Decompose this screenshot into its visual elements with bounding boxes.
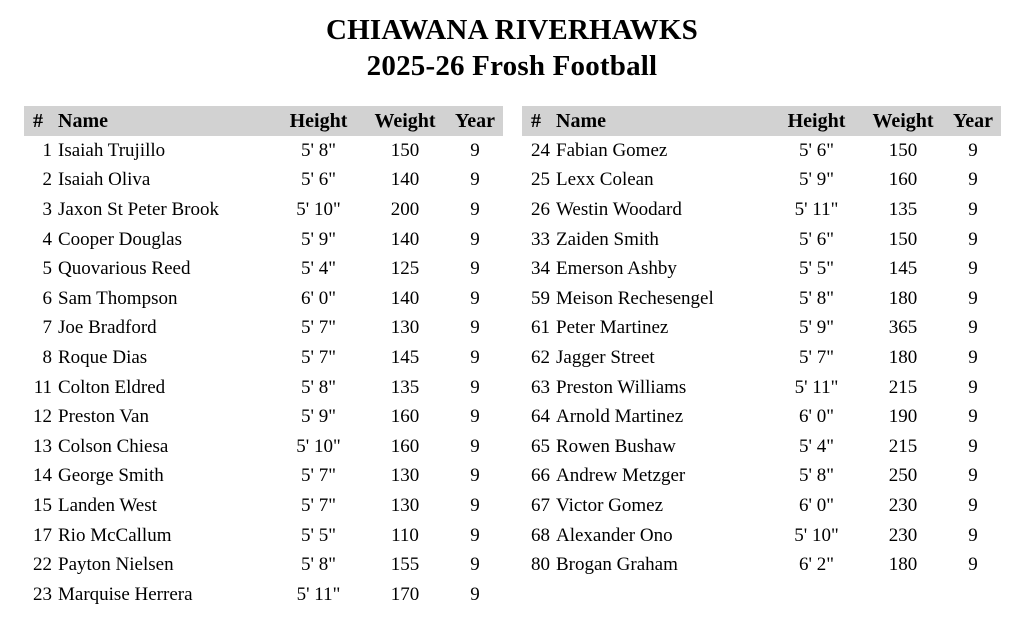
player-height: 5' 5" xyxy=(301,524,336,546)
player-name: Victor Gomez xyxy=(556,494,664,516)
player-height: 5' 5" xyxy=(799,258,834,280)
player-number: 8 xyxy=(42,346,52,368)
column-header-name: Name xyxy=(58,109,108,132)
player-height: 5' 11" xyxy=(794,198,839,220)
table-row xyxy=(24,462,503,492)
player-name: Meison Rechesengel xyxy=(556,287,714,309)
player-height: 5' 7" xyxy=(301,346,336,368)
player-year: 9 xyxy=(968,435,978,457)
player-weight: 110 xyxy=(391,524,419,546)
player-year: 9 xyxy=(968,376,978,398)
player-year: 9 xyxy=(470,554,480,576)
player-height: 5' 10" xyxy=(296,198,341,220)
table-row xyxy=(24,195,503,225)
player-name: Fabian Gomez xyxy=(556,139,668,161)
player-year: 9 xyxy=(470,583,480,605)
roster-table-right xyxy=(522,106,1001,580)
column-header-year: Year xyxy=(953,109,993,132)
player-weight: 230 xyxy=(888,494,918,516)
player-year: 9 xyxy=(470,198,480,220)
player-number: 6 xyxy=(42,287,52,309)
table-row xyxy=(522,521,1001,551)
player-weight: 135 xyxy=(390,376,420,398)
player-height: 5' 4" xyxy=(799,435,834,457)
table-row xyxy=(522,491,1001,521)
player-weight: 365 xyxy=(888,317,918,339)
player-weight: 250 xyxy=(888,465,918,487)
column-header-weight: Weight xyxy=(872,109,934,132)
player-weight: 170 xyxy=(390,583,420,605)
player-name: Quovarious Reed xyxy=(58,258,191,280)
player-height: 5' 9" xyxy=(799,169,834,191)
player-year: 9 xyxy=(968,406,978,428)
table-row xyxy=(522,432,1001,462)
player-name: Andrew Metzger xyxy=(556,465,686,487)
player-name: Rio McCallum xyxy=(58,524,172,546)
player-weight: 140 xyxy=(390,228,420,250)
player-weight: 150 xyxy=(888,139,918,161)
roster-table-left xyxy=(24,106,503,610)
player-weight: 160 xyxy=(888,169,918,191)
player-height: 5' 4" xyxy=(301,258,336,280)
player-name: Lexx Colean xyxy=(556,169,654,191)
player-year: 9 xyxy=(470,376,480,398)
player-year: 9 xyxy=(968,198,978,220)
table-row xyxy=(24,225,503,255)
player-year: 9 xyxy=(470,435,480,457)
player-number: 66 xyxy=(531,465,550,487)
player-height: 5' 10" xyxy=(296,435,341,457)
player-height: 6' 0" xyxy=(799,406,834,428)
player-weight: 145 xyxy=(390,346,420,368)
player-weight: 150 xyxy=(390,139,420,161)
player-year: 9 xyxy=(968,139,978,161)
column-header-height: Height xyxy=(289,109,348,132)
player-weight: 130 xyxy=(390,494,420,516)
player-name: Preston Williams xyxy=(556,376,687,398)
player-weight: 140 xyxy=(390,287,420,309)
player-year: 9 xyxy=(968,494,978,516)
player-number: 34 xyxy=(531,258,550,280)
player-year: 9 xyxy=(470,346,480,368)
player-height: 5' 6" xyxy=(799,139,834,161)
player-weight: 125 xyxy=(390,258,420,280)
player-number: 25 xyxy=(531,169,550,191)
table-row xyxy=(522,402,1001,432)
player-year: 9 xyxy=(470,524,480,546)
table-row xyxy=(24,136,503,166)
page-title xyxy=(0,12,1024,84)
player-height: 5' 9" xyxy=(799,317,834,339)
player-number: 11 xyxy=(33,376,52,398)
player-number: 17 xyxy=(33,524,52,546)
table-header-row xyxy=(24,106,503,136)
player-number: 23 xyxy=(33,583,52,605)
player-number: 67 xyxy=(531,494,550,516)
player-year: 9 xyxy=(968,346,978,368)
player-weight: 145 xyxy=(888,258,918,280)
column-header-number: # xyxy=(531,109,541,132)
player-number: 61 xyxy=(531,317,550,339)
player-height: 5' 7" xyxy=(799,346,834,368)
player-number: 26 xyxy=(531,198,550,220)
table-row xyxy=(24,521,503,551)
player-name: Brogan Graham xyxy=(556,554,678,576)
title-team-name: CHIAWANA RIVERHAWKS xyxy=(325,14,698,46)
table-row xyxy=(522,166,1001,196)
table-row xyxy=(24,314,503,344)
player-height: 5' 9" xyxy=(301,406,336,428)
player-number: 62 xyxy=(531,346,550,368)
player-year: 9 xyxy=(968,258,978,280)
player-height: 5' 8" xyxy=(799,465,834,487)
player-name: Arnold Martinez xyxy=(556,406,684,428)
player-year: 9 xyxy=(470,258,480,280)
player-weight: 180 xyxy=(888,346,918,368)
player-weight: 180 xyxy=(888,287,918,309)
player-year: 9 xyxy=(968,465,978,487)
player-name: Preston Van xyxy=(58,406,149,428)
player-height: 5' 7" xyxy=(301,494,336,516)
column-header-number: # xyxy=(33,109,43,132)
player-name: Emerson Ashby xyxy=(556,258,677,280)
player-number: 59 xyxy=(531,287,550,309)
player-weight: 160 xyxy=(390,435,420,457)
table-row xyxy=(522,225,1001,255)
player-year: 9 xyxy=(968,287,978,309)
player-name: Colson Chiesa xyxy=(58,435,169,457)
player-number: 13 xyxy=(33,435,52,457)
player-number: 1 xyxy=(42,139,52,161)
player-number: 80 xyxy=(531,554,550,576)
player-height: 5' 6" xyxy=(301,169,336,191)
table-row xyxy=(522,550,1001,580)
column-header-name: Name xyxy=(556,109,606,132)
player-year: 9 xyxy=(968,169,978,191)
player-height: 5' 11" xyxy=(296,583,341,605)
player-weight: 200 xyxy=(390,198,420,220)
player-weight: 215 xyxy=(888,376,918,398)
table-row xyxy=(522,462,1001,492)
player-weight: 160 xyxy=(390,406,420,428)
player-height: 5' 8" xyxy=(301,139,336,161)
player-weight: 140 xyxy=(390,169,420,191)
table-row xyxy=(24,491,503,521)
player-year: 9 xyxy=(470,228,480,250)
player-name: Sam Thompson xyxy=(58,287,178,309)
player-name: Westin Woodard xyxy=(556,198,682,220)
player-weight: 190 xyxy=(888,406,918,428)
table-row xyxy=(522,373,1001,403)
player-height: 6' 0" xyxy=(301,287,336,309)
player-year: 9 xyxy=(470,287,480,309)
player-height: 5' 6" xyxy=(799,228,834,250)
player-number: 68 xyxy=(531,524,550,546)
player-name: Isaiah Oliva xyxy=(58,169,151,191)
player-name: Rowen Bushaw xyxy=(556,435,676,457)
player-weight: 130 xyxy=(390,317,420,339)
player-name: Payton Nielsen xyxy=(58,554,174,576)
player-name: Jaxon St Peter Brook xyxy=(58,198,219,220)
player-number: 7 xyxy=(42,317,52,339)
player-weight: 230 xyxy=(888,524,918,546)
table-row xyxy=(522,136,1001,166)
player-height: 5' 7" xyxy=(301,465,336,487)
player-height: 5' 8" xyxy=(799,287,834,309)
player-height: 6' 0" xyxy=(799,494,834,516)
player-height: 6' 2" xyxy=(799,554,834,576)
player-year: 9 xyxy=(470,494,480,516)
player-year: 9 xyxy=(470,465,480,487)
player-weight: 155 xyxy=(390,554,420,576)
table-row xyxy=(522,343,1001,373)
player-height: 5' 8" xyxy=(301,554,336,576)
player-name: Joe Bradford xyxy=(58,317,157,339)
player-year: 9 xyxy=(968,317,978,339)
player-year: 9 xyxy=(968,554,978,576)
table-row xyxy=(24,343,503,373)
player-name: Colton Eldred xyxy=(58,376,166,398)
player-height: 5' 9" xyxy=(301,228,336,250)
player-year: 9 xyxy=(470,406,480,428)
table-row xyxy=(522,284,1001,314)
table-row xyxy=(24,432,503,462)
table-row xyxy=(24,284,503,314)
player-name: Alexander Ono xyxy=(556,524,673,546)
table-row xyxy=(24,166,503,196)
player-number: 14 xyxy=(33,465,52,487)
table-row xyxy=(522,314,1001,344)
player-number: 24 xyxy=(531,139,550,161)
player-number: 64 xyxy=(531,406,550,428)
column-header-height: Height xyxy=(787,109,846,132)
player-name: Cooper Douglas xyxy=(58,228,183,250)
player-year: 9 xyxy=(470,139,480,161)
player-number: 4 xyxy=(42,228,52,250)
player-year: 9 xyxy=(470,317,480,339)
table-row xyxy=(522,254,1001,284)
table-row xyxy=(24,580,503,610)
player-number: 5 xyxy=(42,258,52,280)
table-row xyxy=(24,254,503,284)
player-weight: 135 xyxy=(888,198,918,220)
player-name: Isaiah Trujillo xyxy=(58,139,166,161)
player-number: 2 xyxy=(42,169,52,191)
player-weight: 150 xyxy=(888,228,918,250)
table-row xyxy=(522,195,1001,225)
table-row xyxy=(24,402,503,432)
player-name: Roque Dias xyxy=(58,346,148,368)
table-header-row xyxy=(522,106,1001,136)
player-number: 22 xyxy=(33,554,52,576)
table-row xyxy=(24,373,503,403)
player-name: Marquise Herrera xyxy=(58,583,193,605)
player-year: 9 xyxy=(968,524,978,546)
player-height: 5' 11" xyxy=(794,376,839,398)
title-season: 2025-26 Frosh Football xyxy=(366,50,658,82)
player-number: 15 xyxy=(33,494,52,516)
player-number: 33 xyxy=(531,228,550,250)
column-header-year: Year xyxy=(455,109,495,132)
player-name: Jagger Street xyxy=(556,346,655,368)
player-number: 3 xyxy=(42,198,52,220)
player-year: 9 xyxy=(470,169,480,191)
player-height: 5' 7" xyxy=(301,317,336,339)
player-weight: 180 xyxy=(888,554,918,576)
player-year: 9 xyxy=(968,228,978,250)
player-name: Landen West xyxy=(58,494,157,516)
player-weight: 130 xyxy=(390,465,420,487)
player-height: 5' 8" xyxy=(301,376,336,398)
player-weight: 215 xyxy=(888,435,918,457)
table-row xyxy=(24,550,503,580)
player-number: 12 xyxy=(33,406,52,428)
column-header-weight: Weight xyxy=(374,109,436,132)
player-name: Zaiden Smith xyxy=(556,228,659,250)
player-number: 65 xyxy=(531,435,550,457)
player-name: Peter Martinez xyxy=(556,317,669,339)
player-height: 5' 10" xyxy=(794,524,839,546)
player-number: 63 xyxy=(531,376,550,398)
player-name: George Smith xyxy=(58,465,164,487)
